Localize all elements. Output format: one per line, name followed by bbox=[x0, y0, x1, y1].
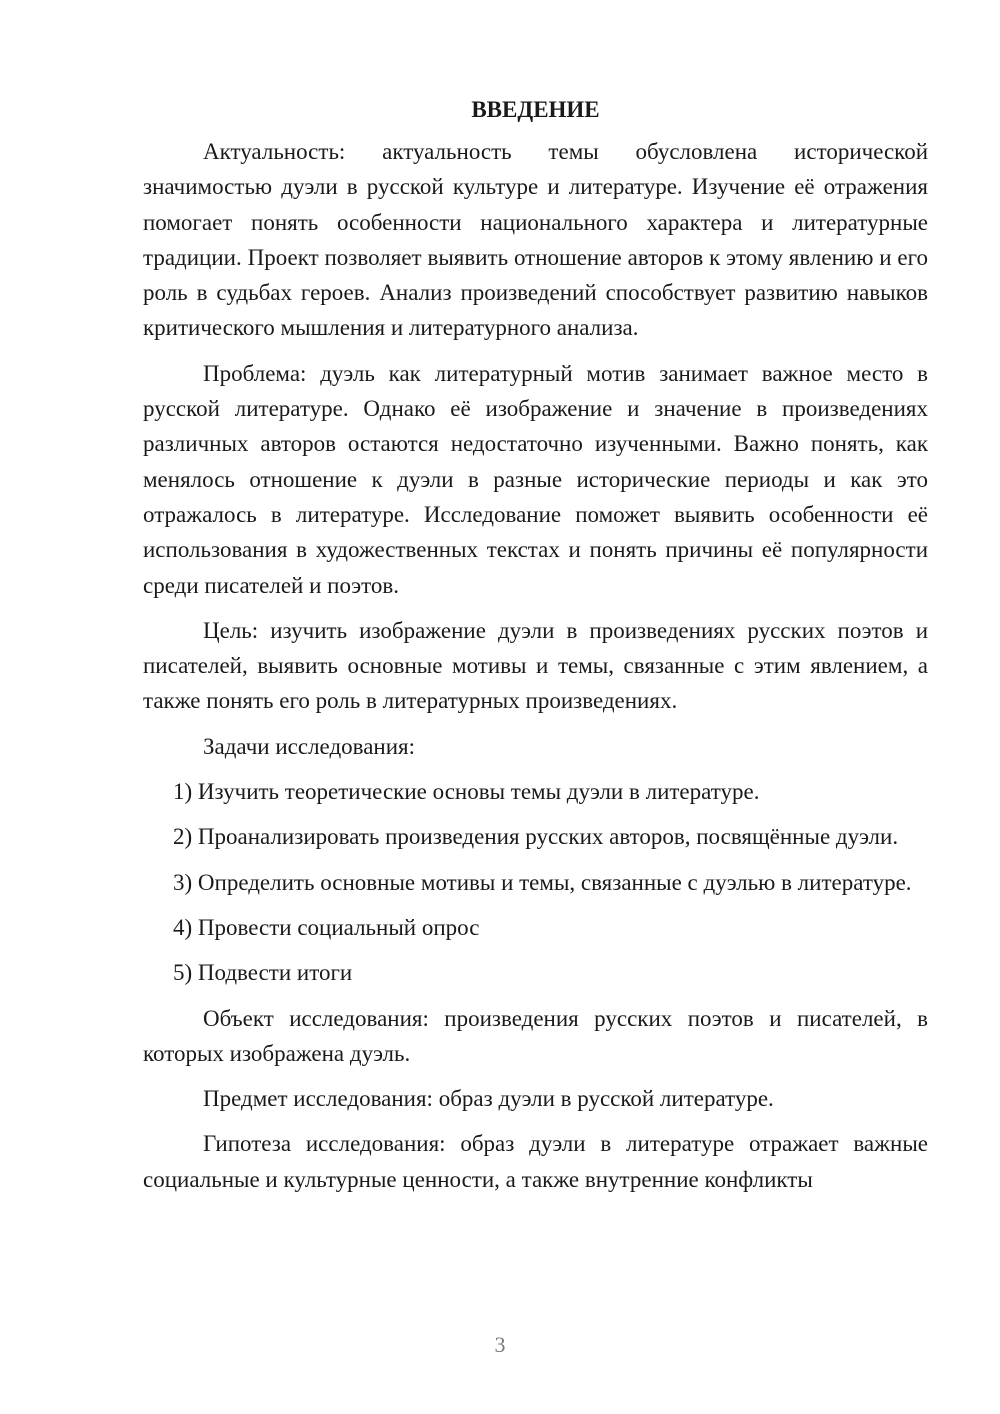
task-item-1: 1) Изучить теоретические основы темы дуэли в литературе. bbox=[173, 779, 760, 805]
paragraph-hypothesis: Гипотеза исследования: образ дуэли в литературе отражает важные социальные и культурные ценности, а также внутренние конфликты bbox=[143, 1131, 928, 1192]
task-item-5: 5) Подвести итоги bbox=[173, 960, 353, 986]
paragraph-relevance: Актуальность: актуальность темы обусловлена исторической значимостью дуэли в русской культуре и литературе. Изучение её отражения помогает понять особенности национального характера и литературные традиции. Проект позволяет выявить отношение авторов к этому явлению и его роль в судьбах героев. Анализ произведений способствует развитию навыков критического мышления и литературного анализа. bbox=[143, 139, 928, 341]
task-item-2: 2) Проанализировать произведения русских авторов, посвящённые дуэли. bbox=[173, 824, 899, 850]
paragraph-goal: Цель: изучить изображение дуэли в произведениях русских поэтов и писателей, выявить основные мотивы и темы, связанные с этим явлением, а также понять его роль в литературных произведениях. bbox=[143, 617, 928, 714]
task-item-3: 3) Определить основные мотивы и темы, связанные с дуэлью в литературе. bbox=[173, 869, 912, 895]
page-number: 3 bbox=[494, 1332, 506, 1357]
section-heading: ВВЕДЕНИЕ bbox=[471, 97, 600, 122]
paragraph-tasks-title: Задачи исследования: bbox=[203, 733, 416, 759]
paragraph-problem: Проблема: дуэль как литературный мотив занимает важное место в русской литературе. Однако её изображение и значение в произведениях различных авторов остаются недостаточно изученными. Важно понять, как менялось отношение к дуэли в разные исторические периоды и как это отражалось в литературе. Исследование поможет выявить особенности её использования в художественных текстах и понять причины её популярности среди писателей и поэтов. bbox=[143, 360, 928, 598]
paragraph-object: Объект исследования: произведения русских поэтов и писателей, в которых изображена дуэль. bbox=[143, 1005, 928, 1066]
page-content bbox=[143, 92, 928, 1207]
paragraph-subject: Предмет исследования: образ дуэли в русской литературе. bbox=[203, 1086, 774, 1112]
task-item-4: 4) Провести социальный опрос bbox=[173, 914, 480, 940]
